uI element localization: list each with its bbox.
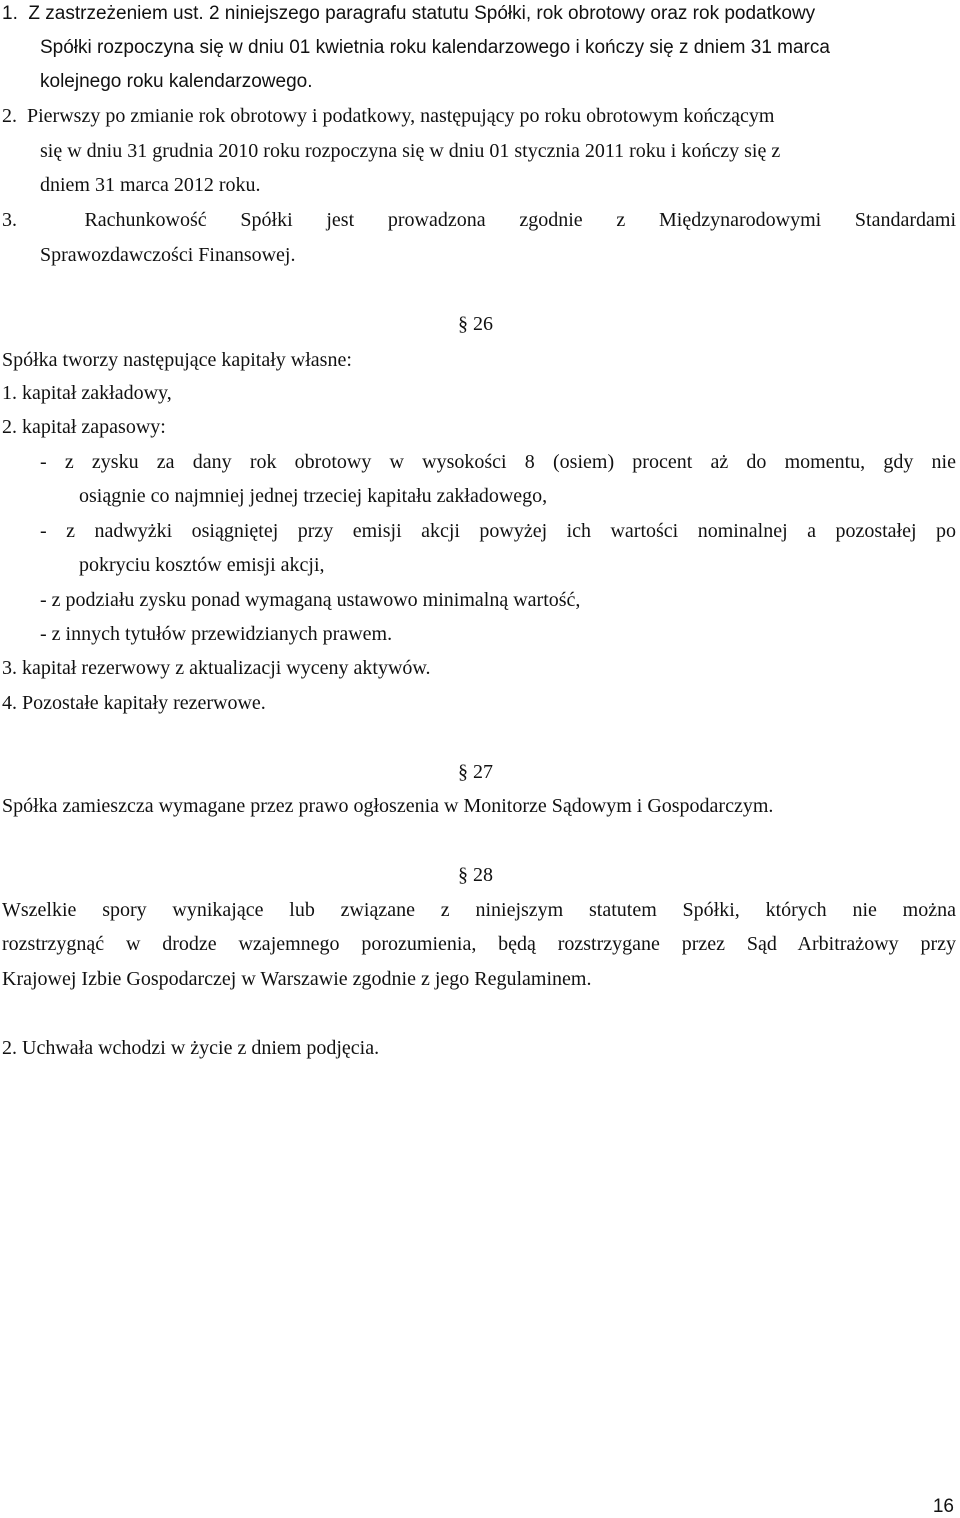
reserve-source-2-line-2: pokryciu kosztów emisji akcji, <box>79 554 325 576</box>
paragraph-2-line-1: 2. Pierwszy po zmianie rok obrotowy i podatkowy, następujący po roku obrotowym kończącym <box>2 105 775 127</box>
paragraph-1-line-2: Spółki rozpoczyna się w dniu 01 kwietnia roku kalendarzowego i kończy się z dniem 31 marca <box>40 37 830 58</box>
reserve-source-3: - z podziału zysku ponad wymaganą ustawowo minimalną wartość, <box>40 589 581 611</box>
paragraph-3-line-2: Sprawozdawczości Finansowej. <box>40 244 296 266</box>
reserve-source-2-line-1: - z nadwyżki osiągniętej przy emisji akcji powyżej ich wartości nominalnej a pozostałej po <box>40 520 956 542</box>
reserve-source-1-line-2: osiągnie co najmniej jednej trzeciej kapitału zakładowego, <box>79 485 548 507</box>
resolution-effective-clause: 2. Uchwała wchodzi w życie z dniem podjęcia. <box>2 1037 380 1059</box>
reserve-source-1-line-1: - z zysku za dany rok obrotowy w wysokości 8 (osiem) procent aż do momentu, gdy nie <box>40 451 956 473</box>
page-number: 16 <box>932 1496 954 1517</box>
capitals-intro: Spółka tworzy następujące kapitały własne: <box>2 349 352 371</box>
section-28-line-2: rozstrzygnąć w drodze wzajemnego porozumienia, będą rozstrzygane przez Sąd Arbitrażowy przy <box>2 933 956 955</box>
paragraph-1-line-1: 1. Z zastrzeżeniem ust. 2 niniejszego paragrafu statutu Spółki, rok obrotowy oraz rok podatkowy <box>2 3 816 24</box>
capital-item-4: 4. Pozostałe kapitały rezerwowe. <box>2 692 266 714</box>
capital-item-3: 3. kapitał rezerwowy z aktualizacji wyceny aktywów. <box>2 657 431 679</box>
paragraph-3-line-1: 3. Rachunkowość Spółki jest prowadzona zgodnie z Międzynarodowymi Standardami <box>2 209 956 231</box>
section-28-line-3: Krajowej Izbie Gospodarczej w Warszawie zgodnie z jego Regulaminem. <box>2 968 592 990</box>
section-26-heading: § 26 <box>458 313 493 335</box>
capital-item-1: 1. kapitał zakładowy, <box>2 382 172 404</box>
section-27-text: Spółka zamieszcza wymagane przez prawo ogłoszenia w Monitorze Sądowym i Gospodarczym. <box>2 795 774 817</box>
paragraph-2-line-2: się w dniu 31 grudnia 2010 roku rozpoczyna się w dniu 01 stycznia 2011 roku i kończy się z <box>40 140 781 162</box>
section-27-heading: § 27 <box>458 761 493 783</box>
paragraph-1-line-3: kolejnego roku kalendarzowego. <box>40 71 313 92</box>
capital-item-2: 2. kapitał zapasowy: <box>2 416 166 438</box>
section-28-line-1: Wszelkie spory wynikające lub związane z niniejszym statutem Spółki, których nie można <box>2 899 956 921</box>
reserve-source-4: - z innych tytułów przewidzianych prawem. <box>40 623 393 645</box>
paragraph-2-line-3: dniem 31 marca 2012 roku. <box>40 174 261 196</box>
section-28-heading: § 28 <box>458 864 493 886</box>
